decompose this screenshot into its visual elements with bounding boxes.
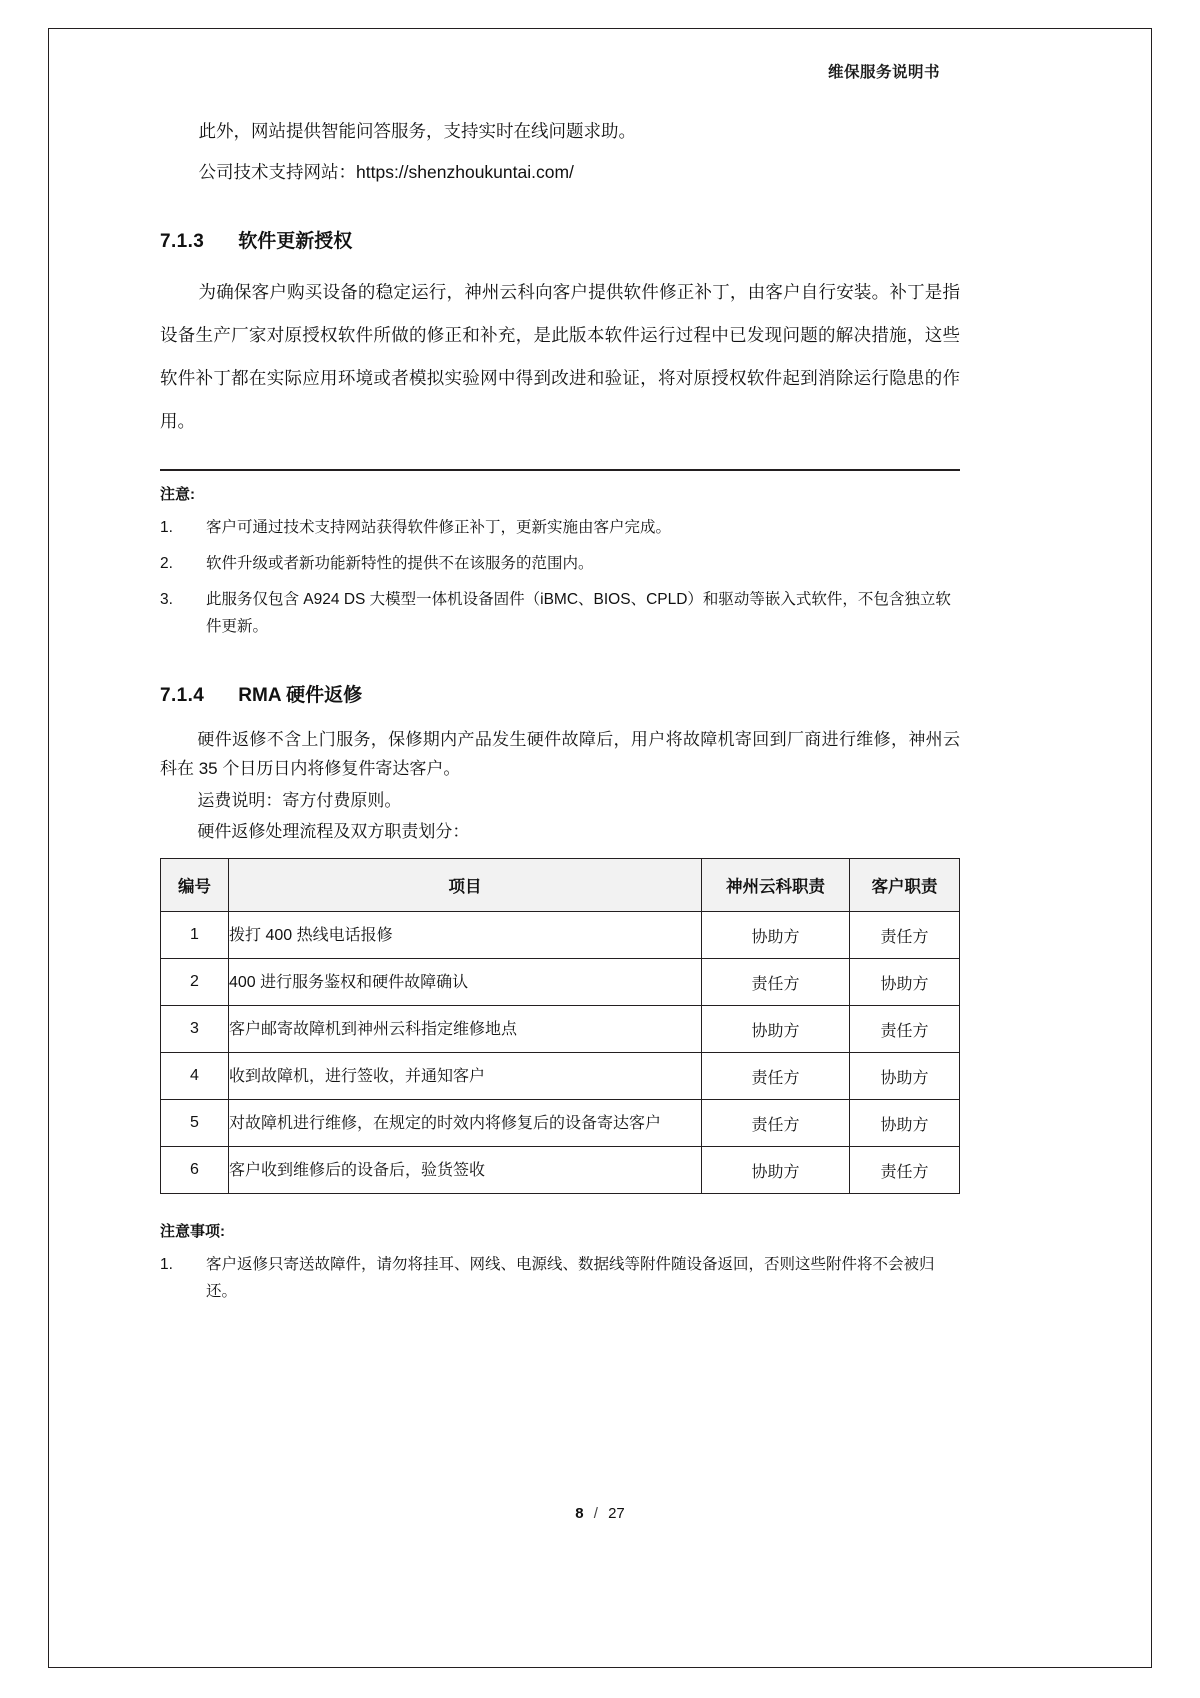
heading-7-1-4-number: 7.1.4 bbox=[160, 685, 205, 707]
table-cell-item: 客户收到维修后的设备后，验货签收 bbox=[229, 1147, 702, 1194]
list-item bbox=[160, 586, 960, 640]
page-content bbox=[160, 60, 960, 1314]
page-footer bbox=[0, 1505, 1200, 1522]
table-row bbox=[161, 1053, 960, 1100]
table-row bbox=[161, 1100, 960, 1147]
heading-7-1-3 bbox=[160, 226, 960, 253]
table-cell-id: 4 bbox=[161, 1053, 229, 1100]
table-cell-id: 3 bbox=[161, 1006, 229, 1053]
heading-7-1-4-title: RMA 硬件返修 bbox=[238, 685, 363, 707]
footer-separator: / bbox=[593, 1505, 598, 1522]
table-cell-item: 收到故障机，进行签收，并通知客户 bbox=[229, 1053, 702, 1100]
table-cell-id: 1 bbox=[161, 912, 229, 959]
table-cell-vendor: 协助方 bbox=[702, 912, 850, 959]
list-item bbox=[160, 1251, 960, 1305]
note-block-precautions bbox=[160, 1220, 960, 1305]
intro-line-1: 此外，网站提供智能问答服务，支持实时在线问题求助。 bbox=[198, 121, 636, 141]
table-cell-customer: 协助方 bbox=[850, 959, 960, 1006]
section-7-1-4-paragraph-3: 硬件返修处理流程及双方职责划分： bbox=[197, 821, 470, 841]
footer-total-pages: 27 bbox=[608, 1505, 625, 1522]
list-item-text: 客户返修只寄送故障件，请勿将挂耳、网线、电源线、数据线等附件随设备返回，否则这些附件将不会被归还。 bbox=[206, 1256, 935, 1301]
list-item-text: 客户可通过技术支持网站获得软件修正补丁，更新实施由客户完成。 bbox=[206, 518, 672, 536]
table-cell-item: 对故障机进行维修，在规定的时效内将修复后的设备寄达客户 bbox=[229, 1100, 702, 1147]
heading-7-1-3-number: 7.1.3 bbox=[160, 231, 205, 253]
list-item-text: 此服务仅包含 A924 DS 大模型一体机设备固件（iBMC、BIOS、CPLD）和驱动等嵌入式软件，不包含独立软件更新。 bbox=[206, 591, 951, 636]
table-header-row bbox=[161, 859, 960, 912]
table-cell-vendor: 协助方 bbox=[702, 1147, 850, 1194]
list-item bbox=[160, 514, 960, 541]
table-cell-vendor: 责任方 bbox=[702, 959, 850, 1006]
table-cell-id: 6 bbox=[161, 1147, 229, 1194]
table-cell-vendor: 责任方 bbox=[702, 1100, 850, 1147]
table-row bbox=[161, 959, 960, 1006]
list-item-number: 1. bbox=[160, 1256, 173, 1274]
section-7-1-3-paragraph: 为确保客户购买设备的稳定运行，神州云科向客户提供软件修正补丁，由客户自行安装。补丁是指设备生产厂家对原授权软件所做的修正和补充，是此版本软件运行过程中已发现问题的解决措施，这些软件补丁都在实际应用环境或者模拟实验网中得到改进和验证，将对原授权软件起到消除运行隐患的作用。 bbox=[160, 282, 960, 431]
note-title-attention: 注意: bbox=[160, 485, 195, 503]
note-list-precautions bbox=[160, 1251, 960, 1305]
list-item-text: 软件升级或者新功能新特性的提供不在该服务的范围内。 bbox=[206, 554, 594, 572]
footer-page-number: 8 bbox=[575, 1505, 584, 1522]
heading-7-1-3-title: 软件更新授权 bbox=[238, 231, 353, 253]
table-cell-customer: 责任方 bbox=[850, 912, 960, 959]
list-item-number: 3. bbox=[160, 591, 173, 608]
note-list-attention bbox=[160, 514, 960, 641]
table-cell-id: 2 bbox=[161, 959, 229, 1006]
table-header-item: 项目 bbox=[229, 859, 702, 912]
table-header-id: 编号 bbox=[161, 859, 229, 912]
table-header-vendor-responsibility: 神州云科职责 bbox=[702, 859, 850, 912]
section-7-1-4-paragraph-2: 运费说明：寄方付费原则。 bbox=[197, 790, 402, 810]
table-cell-customer: 责任方 bbox=[850, 1006, 960, 1053]
heading-7-1-4 bbox=[160, 680, 960, 707]
table-cell-customer: 责任方 bbox=[850, 1147, 960, 1194]
table-row bbox=[161, 1006, 960, 1053]
note-title-precautions: 注意事项: bbox=[160, 1223, 225, 1241]
table-cell-vendor: 责任方 bbox=[702, 1053, 850, 1100]
page-header-title: 维保服务说明书 bbox=[827, 64, 940, 81]
section-7-1-4-paragraph-1: 硬件返修不含上门服务，保修期内产品发生硬件故障后，用户将故障机寄回到厂商进行维修，神州云科在 35 个日历日内将修复件寄达客户。 bbox=[160, 730, 960, 779]
table-cell-item: 400 进行服务鉴权和硬件故障确认 bbox=[229, 959, 702, 1006]
list-item bbox=[160, 550, 960, 577]
table-cell-item: 拨打 400 热线电话报修 bbox=[229, 912, 702, 959]
table-cell-id: 5 bbox=[161, 1100, 229, 1147]
table-row bbox=[161, 912, 960, 959]
note-block-attention bbox=[160, 469, 960, 641]
intro-line-2: 公司技术支持网站：https://shenzhoukuntai.com/ bbox=[198, 162, 574, 183]
list-item-number: 2. bbox=[160, 554, 173, 572]
table-cell-customer: 协助方 bbox=[850, 1100, 960, 1147]
rma-process-table bbox=[160, 858, 960, 1194]
table-row bbox=[161, 1147, 960, 1194]
table-header-customer-responsibility: 客户职责 bbox=[850, 859, 960, 912]
list-item-number: 1. bbox=[160, 518, 173, 536]
note-divider bbox=[160, 469, 960, 471]
table-cell-customer: 协助方 bbox=[850, 1053, 960, 1100]
table-cell-vendor: 协助方 bbox=[702, 1006, 850, 1053]
table-cell-item: 客户邮寄故障机到神州云科指定维修地点 bbox=[229, 1006, 702, 1053]
